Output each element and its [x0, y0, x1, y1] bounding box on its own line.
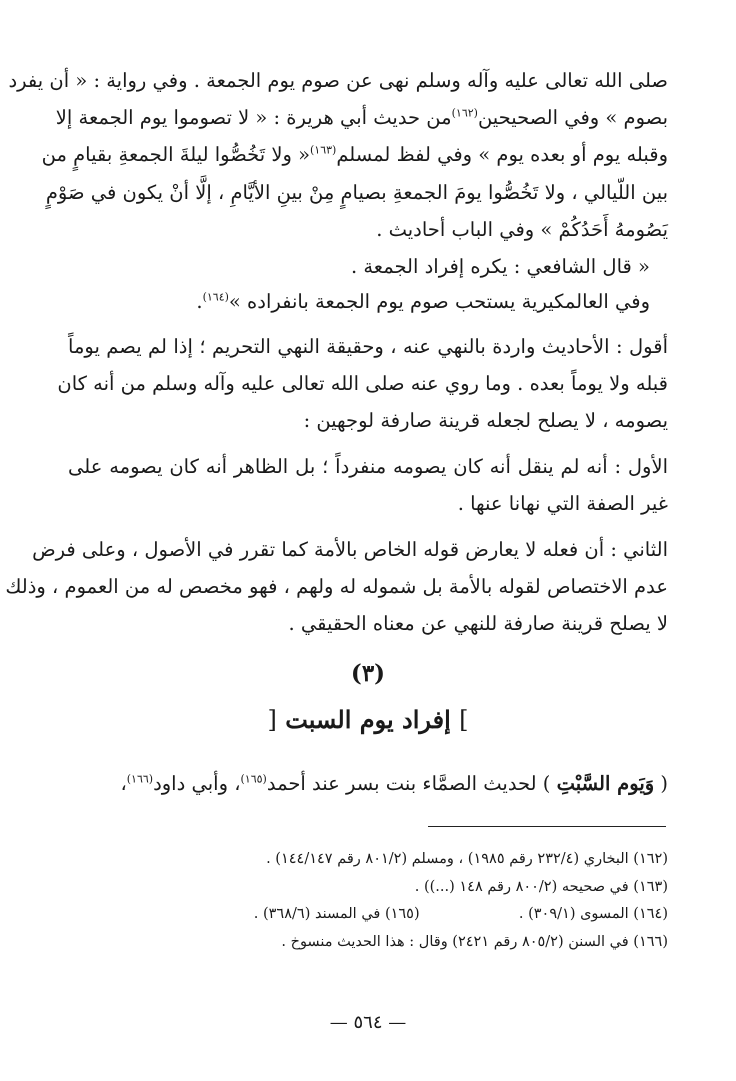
footnote-163: (١٦٣) في صحيحه (٨٠٠/٢ رقم ١٤٨ (...)) .	[414, 879, 668, 895]
text-line: بين اللّيالي ، ولا تَخُصُّوا يومَ الجمعةِ بصيامٍ مِنْ بينِ الأيَّامِ ، إلَّا أنْ يكون في صَوْمٍ	[45, 181, 668, 204]
footnote-164-165	[68, 902, 668, 926]
text-line: أقول : الأحاديث واردة بالنهي عنه ، وحقيقة النهي التحريم ؛ إذا لم يصم يوماً	[68, 335, 668, 358]
footnote-ref[interactable]: (١٦٥)	[240, 772, 267, 786]
footnote-ref[interactable]: (١٦٣)	[310, 143, 337, 157]
text-line: صلى الله تعالى عليه وآله وسلم نهى عن صوم يوم الجمعة . وفي رواية : « أن يفرد	[8, 69, 668, 92]
footnote-162: (١٦٢) البخاري (٢٣٢/٤ رقم ١٩٨٥) ، ومسلم (٨٠١/٢ رقم ١٤٤/١٤٧) .	[266, 851, 668, 867]
shafii-quote: « قال الشافعي : يكره إفراد الجمعة .	[350, 255, 650, 278]
text-line: غير الصفة التي نهانا عنها .	[457, 492, 668, 515]
footnote-ref[interactable]: (١٦٢)	[451, 106, 478, 120]
text-line: يصومه ، لا يصلح لجعله قرينة صارفة لوجهين :	[303, 409, 668, 432]
text-line: بصوم » وفي الصحيحين$^{(١٦٢)}$من حديث أبي هريرة : « لا تصوموا يوم الجمعة إلا	[55, 106, 668, 129]
footnote-ref[interactable]: (١٦٦)	[126, 772, 154, 786]
text-line: لا يصلح قرينة صارفة للنهي عن معناه الحقيقي .	[288, 612, 668, 635]
text-line: عدم الاختصاص لقوله بالأمة بل شموله له ولهم ، فهو مخصص له من العموم ، وذلك	[5, 575, 668, 598]
text-line: يَصُومهُ أَحَدُكُمْ » وفي الباب أحاديث .	[376, 218, 668, 241]
footnote-164: (١٦٤) المسوى (٣٠٩/١) .	[518, 906, 668, 922]
text-line: قبله ولا يوماً بعده . وما روي عنه صلى الله تعالى عليه وآله وسلم من أنه كان	[57, 372, 668, 395]
text-line: وقبله يوم أو بعده يوم » وفي لفظ لمسلم$^{(١٦٣)}$« ولا تَخُصُّوا ليلةَ الجمعةِ بقيامٍ من	[41, 143, 668, 166]
footnote-165: (١٦٥) في المسند (٣٦٨/٦) .	[253, 906, 420, 922]
alamgiri-quote: وفي العالمكيرية يستحب صوم يوم الجمعة بانفراده »$^{(١٦٤)}$.	[196, 290, 650, 313]
page-number: — ٥٦٤ —	[329, 1012, 407, 1033]
text-line: الأول : أنه لم ينقل أنه كان يصومه منفرداً ؛ بل الظاهر أنه كان يصومه على	[68, 455, 668, 478]
footnote-166: (١٦٦) في السنن (٨٠٥/٢ رقم ٢٤٢١) وقال : هذا الحديث منسوخ .	[281, 934, 668, 950]
section-number: (٣)	[350, 660, 386, 687]
footnote-ref[interactable]: (١٦٤)	[202, 290, 229, 304]
section-title: ] إفراد يوم السبت [	[267, 705, 469, 734]
text-line: الثاني : أن فعله لا يعارض قوله الخاص بالأمة كما تقرر في الأصول ، وعلى فرض	[32, 538, 668, 561]
footnote-divider	[428, 826, 666, 827]
hadith-line: ( وَيَوم السَّبْتِ ) لحديث الصمَّاء بنت بسر عند أحمد$^{(١٦٥)}$، وأبي داود$^{(١٦٦)}$،	[120, 772, 668, 795]
